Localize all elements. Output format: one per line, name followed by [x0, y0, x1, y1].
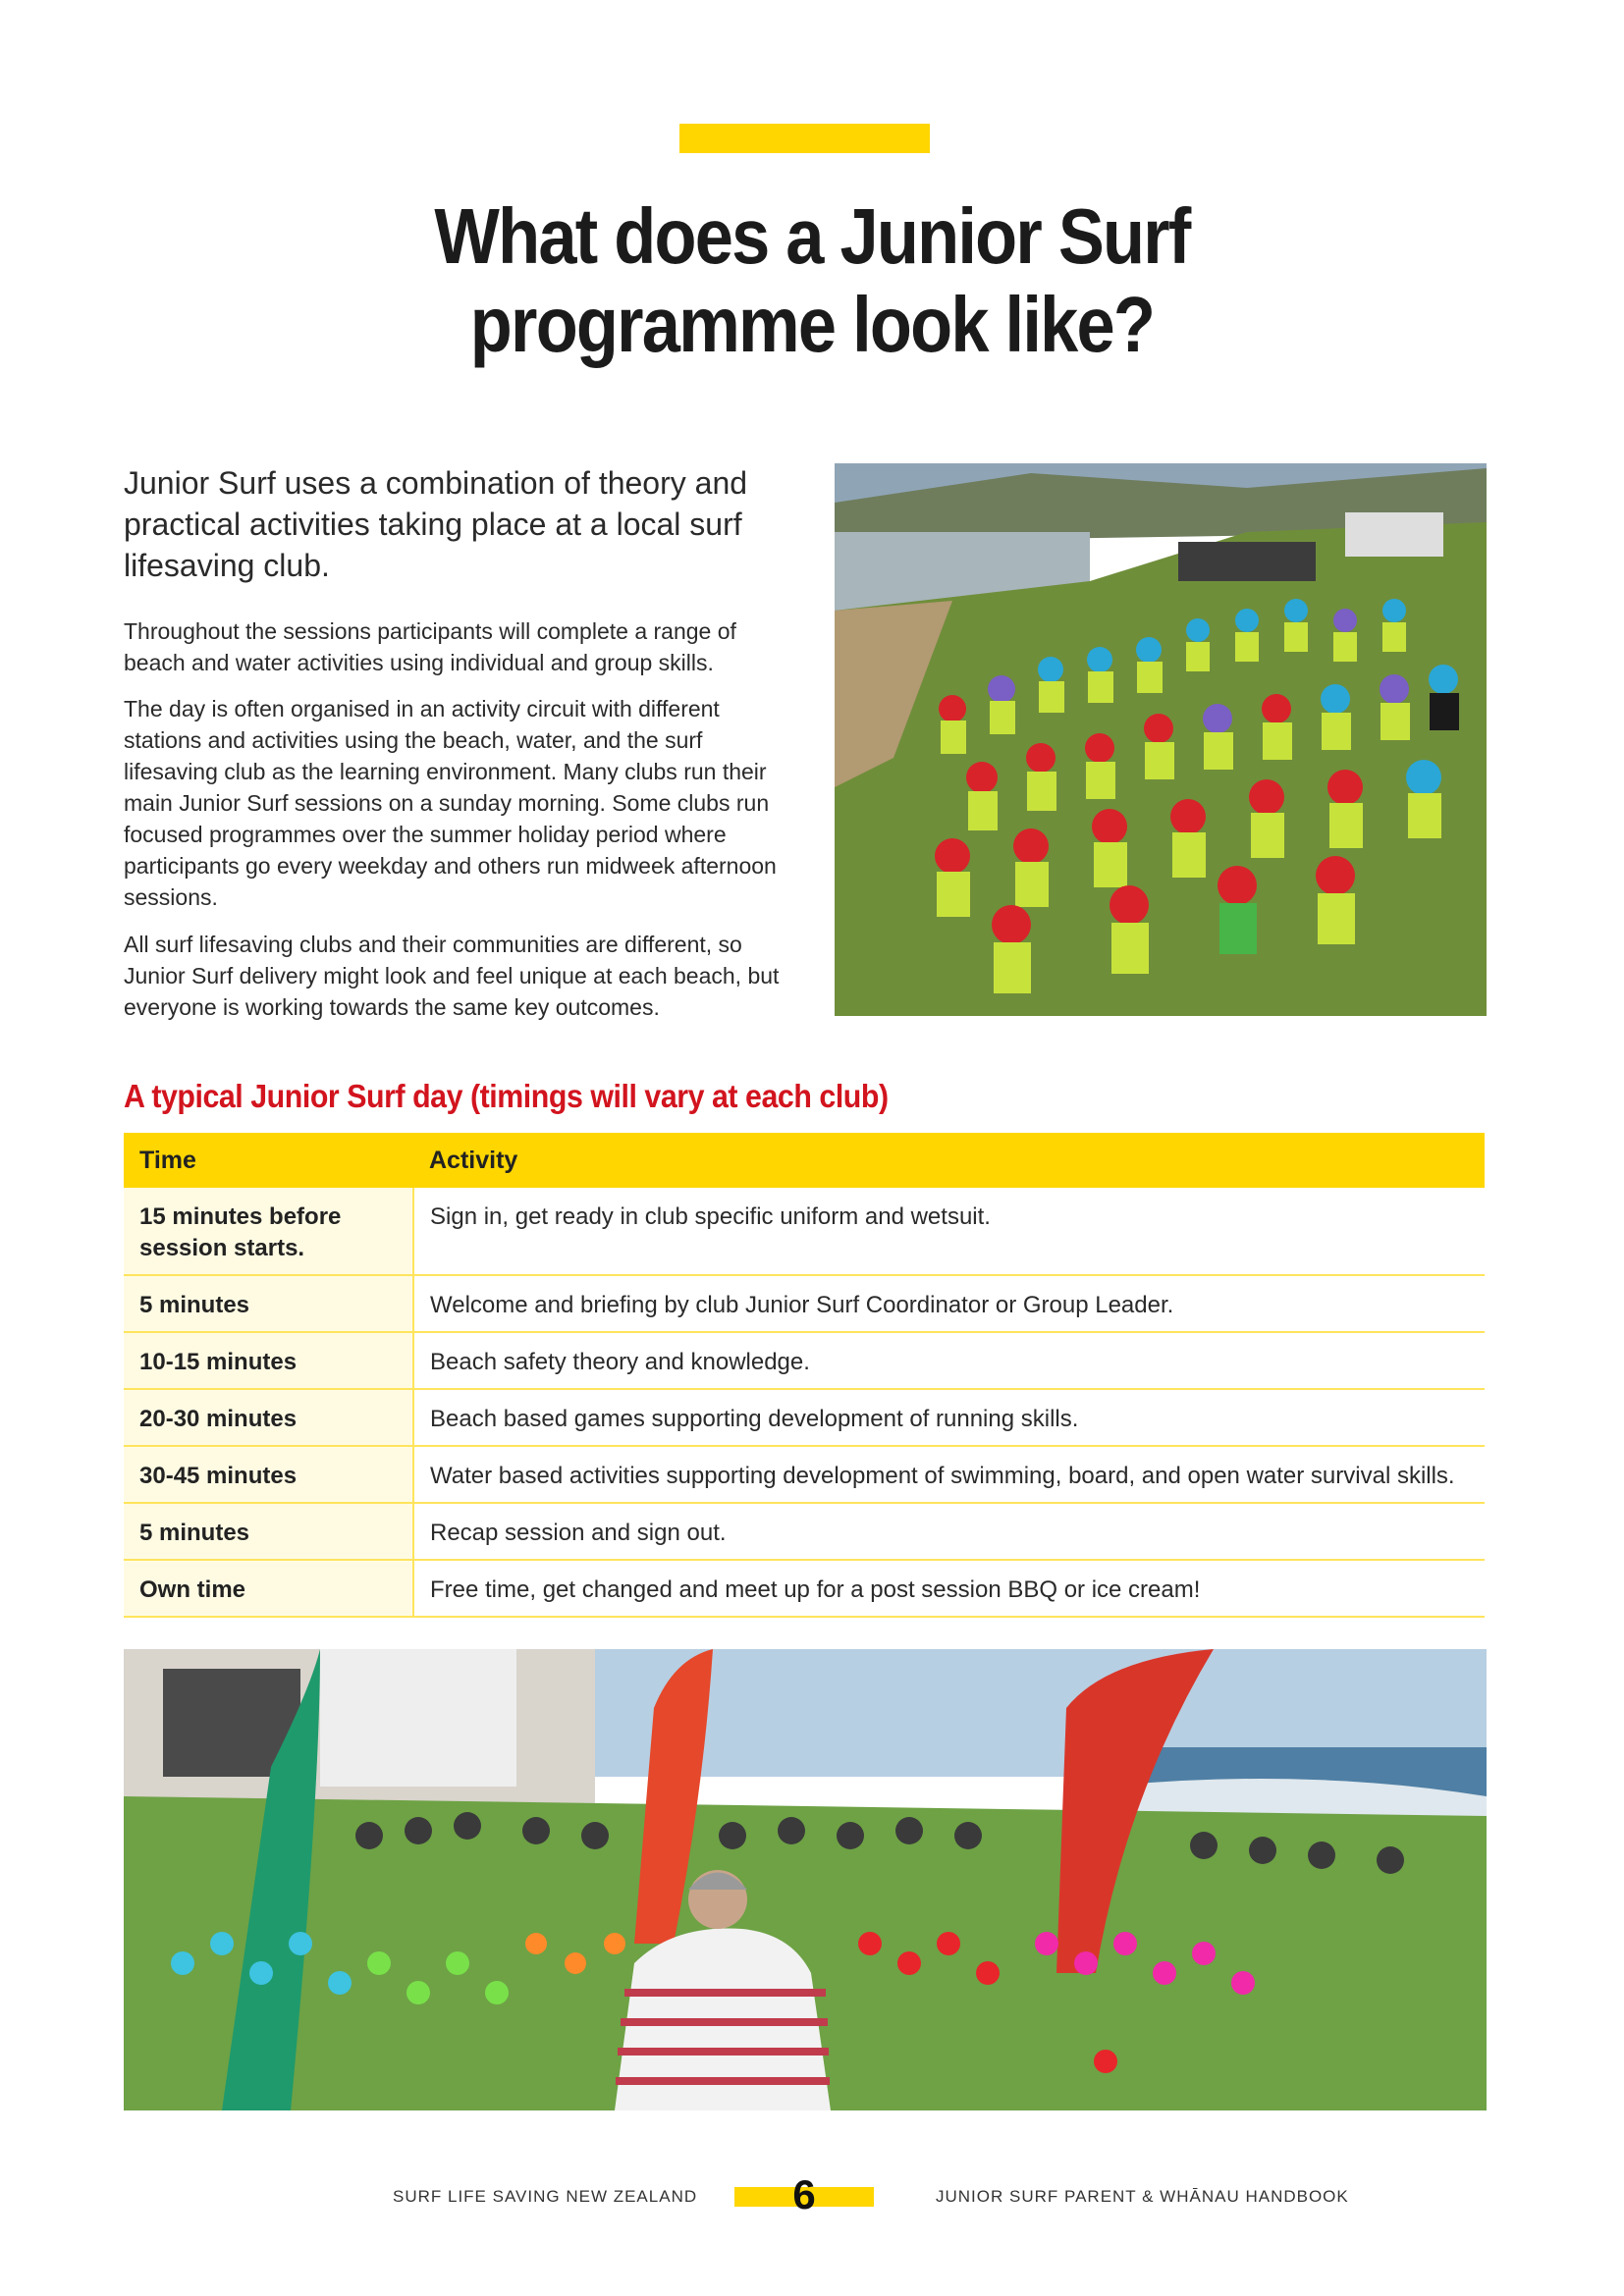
footer-handbook-title: JUNIOR SURF PARENT & WHĀNAU HANDBOOK — [936, 2187, 1349, 2206]
row-time: Own time — [124, 1560, 413, 1617]
row-activity: Water based activities supporting development of swimming, board, and open water survival skills. — [413, 1446, 1485, 1503]
junior-surf-crowd-photo — [124, 1649, 1487, 2110]
page-title — [97, 192, 1527, 369]
table-row — [124, 1389, 1485, 1446]
row-time: 10-15 minutes — [124, 1332, 413, 1389]
table-row — [124, 1503, 1485, 1560]
intro-paragraph-3: All surf lifesaving clubs and their communities are different, so Junior Surf delivery might look and feel unique at each beach, but everyone is working towards the same key outcomes. — [124, 932, 780, 1020]
row-activity: Free time, get changed and meet up for a post session BBQ or ice cream! — [413, 1560, 1485, 1617]
column-header-time: Time — [124, 1133, 413, 1188]
row-activity: Beach based games supporting development of running skills. — [413, 1389, 1485, 1446]
row-time: 30-45 minutes — [124, 1446, 413, 1503]
title-accent-bar — [679, 124, 930, 153]
intro-lead: Junior Surf uses a combination of theory and practical activities taking place at a local surf lifesaving club. — [124, 465, 748, 583]
row-activity: Sign in, get ready in club specific uniform and wetsuit. — [413, 1188, 1485, 1275]
row-activity: Welcome and briefing by club Junior Surf Coordinator or Group Leader. — [413, 1275, 1485, 1332]
table-row — [124, 1188, 1485, 1275]
page-number: 6 — [792, 2171, 816, 2217]
row-activity: Beach safety theory and knowledge. — [413, 1332, 1485, 1389]
junior-surf-group-photo — [835, 463, 1487, 1016]
intro-paragraph-1: Throughout the sessions participants will complete a range of beach and water activities using individual and group skills. — [124, 618, 736, 675]
row-time: 15 minutes before session starts. — [124, 1188, 413, 1275]
row-time: 5 minutes — [124, 1503, 413, 1560]
row-activity: Recap session and sign out. — [413, 1503, 1485, 1560]
intro-paragraph-2: The day is often organised in an activity circuit with different stations and activities using the beach, water, and the surf lifesaving club as the learning environment. Many clubs run their main Junior Surf sessions on a sunday morning. Some clubs run focused programmes over the summer holiday period where participants go every weekday and others run midweek afternoon sessions. — [124, 696, 777, 910]
table-row — [124, 1332, 1485, 1389]
table-header-row — [124, 1133, 1485, 1188]
table-row — [124, 1560, 1485, 1617]
row-time: 20-30 minutes — [124, 1389, 413, 1446]
table-row — [124, 1275, 1485, 1332]
table-row — [124, 1446, 1485, 1503]
page-title-line1: What does a Junior Surf — [434, 192, 1190, 280]
page-title-line2: programme look like? — [469, 281, 1155, 368]
footer-organisation: SURF LIFE SAVING NEW ZEALAND — [393, 2187, 698, 2206]
schedule-heading: A typical Junior Surf day (timings will vary at each club) — [124, 1078, 889, 1114]
column-header-activity: Activity — [413, 1133, 1485, 1188]
schedule-table — [124, 1133, 1485, 1618]
row-time: 5 minutes — [124, 1275, 413, 1332]
